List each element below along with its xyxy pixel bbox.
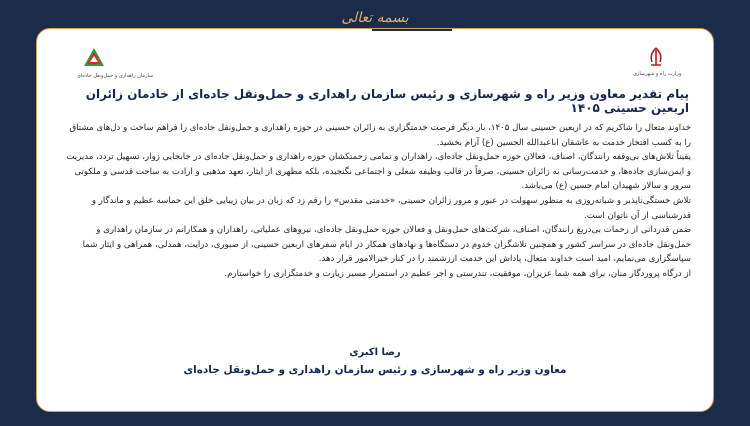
body-paragraph: یقیناً تلاش‌های بی‌وقفه رانندگان، اصناف، فعالان حوزه حمل‌ونقل جاده‌ای، راهداران و تمامی زحمتکشان حوزه راهداری و حمل‌ونقل جاده‌ای در جابجایی زوار، تسهیل تردد، مدیریت و ایمن‌سازی جاده‌ها، و خدمت‌رسانی به زائران حسینی، صرفاً در قالب وظیفه شغلی و اجتماعی نگنجیده، بلکه مظهری از ایثار، تعهد مذهبی و ارادت به ساحت قدسی و ملکوتی سرور و سالار شهیدان امام حسین (ع) می‌باشد. [66,152,691,192]
signature-block [61,347,689,376]
signatory-title: معاون وزیر راه و شهرسازی و رئیس سازمان راهداری و حمل‌ونقل جاده‌ای [183,364,567,376]
signatory-name: رضا اکبری [349,347,401,358]
ministry-logo-caption: وزارت راه و شهرسازی [633,71,682,77]
rmto-logo [77,47,154,79]
letter-body [63,121,691,282]
body-paragraph: ضمن قدردانی از زحمات بی‌دریغ رانندگان، اصناف، شرکت‌های حمل‌ونقل و فعالان حوزه حمل‌ونقل جاده‌ای، نیروهای عملیاتی، راهداران و همکارانم در سازمان راهداری و حمل‌ونقل جاده‌ای در سراسر کشور و همچنین تلاشگران خدوم در دستگاه‌ها و نهادهای همکار در ایام سفرهای اربعین حسینی، از صبوری، درایت، همدلی، همراهی و ایثار شما سپاسگزاری می‌نمایم، امید است خداوند متعال، پاداش این خدمت ارزشمند را در کنار خیرالامور قرار دهد. [82,225,691,265]
frame-divider [372,28,452,31]
basmala-heading: بسمه تعالی [341,10,409,26]
letter-title: پیام تقدیر معاون وزیر راه و شهرسازی و رئیس سازمان راهداری و حمل‌ونقل جاده‌ای از خادمان زائران اربعین حسینی ۱۴۰۵ [85,87,689,115]
letter-frame [36,28,714,412]
rmto-emblem-icon [83,47,105,69]
ministry-logo [633,47,682,77]
body-paragraph: تلاش خستگی‌ناپذیر و شبانه‌روزی به منظور سهولت در عبور و مرور زائران حسینی، «خدمتی مقدس» را رقم زد که زبان در بیان زیبایی خلق این حماسه عظیم و ماندگار و قدرشناسی از آن ناتوان است. [91,195,691,221]
iran-emblem-icon [647,47,665,67]
body-paragraph: خداوند متعال را شاکریم که در اربعین حسینی سال ۱۴۰۵، بار دیگر فرصت خدمتگزاری به زائران حسینی در حوزه راهداری و حمل‌ونقل جاده‌ای را فراهم ساخت و دل‌های مشتاق را به کسب افتخار خدمت به عاشقان اباعبدالله الحسین (ع) آرام بخشید. [69,123,691,148]
body-paragraph: از درگاه پروردگار منان، برای همه شما عزیزان، موفقیت، تندرستی و اجر عظیم در استمرار مسیر زیارت و خدمتگزاری را خواستارم. [224,268,691,279]
rmto-logo-caption: سازمان راهداری و حمل‌ونقل جاده‌ای [77,73,154,79]
